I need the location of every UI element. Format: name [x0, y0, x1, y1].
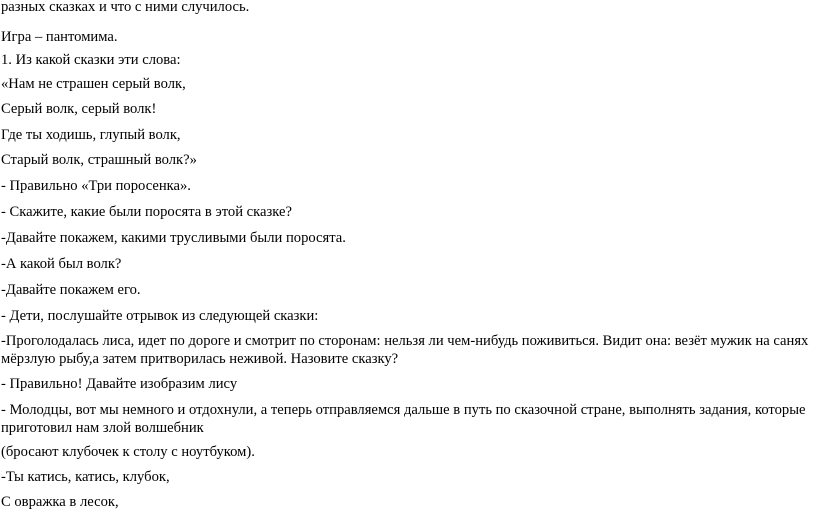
paragraph: 1. Из какой сказки эти слова: — [1, 52, 181, 68]
paragraph: - Правильно! Давайте изобразим лису — [1, 376, 238, 392]
paragraph: Серый волк, серый волк! — [1, 101, 157, 117]
paragraph: Старый волк, страшный волк?» — [1, 152, 197, 168]
paragraph: -А какой был волк? — [1, 256, 122, 272]
paragraph: С овражка в лесок, — [1, 494, 119, 510]
paragraph: - Скажите, какие были поросята в этой сказке? — [1, 204, 292, 220]
paragraph: (бросают клубочек к столу с ноутбуком). — [1, 444, 255, 460]
paragraph: -Ты катись, катись, клубок, — [1, 469, 170, 485]
paragraph: разных сказках и что с ними случилось. — [1, 0, 250, 15]
paragraph: - Правильно «Три поросенка». — [1, 178, 191, 194]
paragraph: - Дети, послушайте отрывок из следующей сказки: — [1, 308, 319, 324]
paragraph: -Давайте покажем, какими трусливыми были поросята. — [1, 230, 346, 246]
paragraph: Игра – пантомима. — [1, 29, 118, 45]
paragraph: Где ты ходишь, глупый волк, — [1, 127, 181, 143]
paragraph: - Молодцы, вот мы немного и отдохнули, а теперь отправляемся дальше в путь по сказочной стране, выполнять задания, которые приготовил нам злой волшебник — [1, 402, 806, 436]
paragraph: -Проголодалась лиса, идет по дороге и смотрит по сторонам: нельзя ли чем-нибудь поживиться. Видит она: везёт мужик на санях мёрзлую рыбу,а затем притворилась неживой. Назовите сказку? — [1, 333, 809, 367]
paragraph: «Нам не страшен серый волк, — [1, 76, 186, 92]
paragraph: -Давайте покажем его. — [1, 282, 141, 298]
